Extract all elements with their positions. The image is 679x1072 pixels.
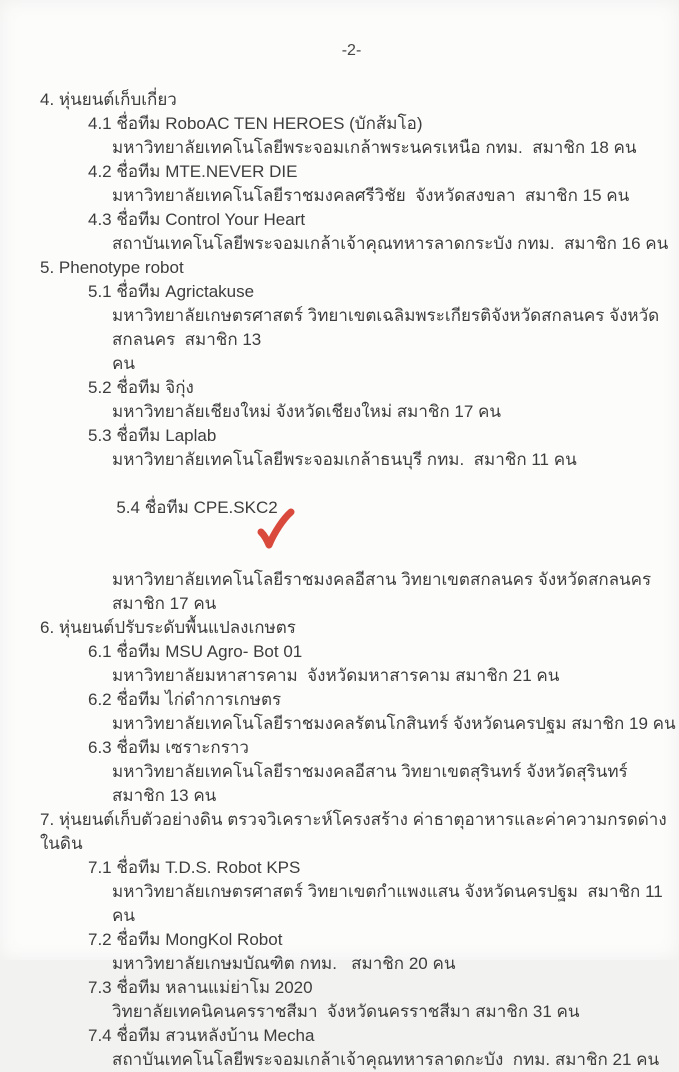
- team-detail: มหาวิทยาลัยเชียงใหม่ จังหวัดเชียงใหม่ สมาชิก 17 คน: [112, 402, 502, 421]
- section-heading: 7. หุ่นยนต์เก็บตัวอย่างดิน ตรวจวิเคราะห์โครงสร้าง ค่าธาตุอาหารและค่าความกรดด่างในดิน: [40, 810, 667, 853]
- team-detail: มหาวิทยาลัยเทคโนโลยีพระจอมเกล้าธนบุรี กทม. สมาชิก 11 คน: [112, 450, 577, 469]
- team-title: 6.3 ชื่อทีม เซราะกราว: [88, 738, 249, 757]
- team-title: 6.2 ชื่อทีม ไก่ดำการเกษตร: [88, 690, 282, 709]
- team-title: 7.2 ชื่อทีม MongKol Robot: [88, 930, 283, 949]
- team-title: 7.3 ชื่อทีม หลานแม่ย่าโม 2020: [88, 978, 313, 997]
- section-heading: 6. หุ่นยนต์ปรับระดับพื้นแปลงเกษตร: [40, 618, 296, 637]
- team-detail: สถาบันเทคโนโลยีพระจอมเกล้าเจ้าคุณทหารลาดกะบัง กทม. สมาชิก 21 คน: [112, 1050, 660, 1069]
- section-heading: 5. Phenotype robot: [40, 258, 184, 277]
- team-title: 7.1 ชื่อทีม T.D.S. Robot KPS: [88, 858, 301, 877]
- team-detail: มหาวิทยาลัยเกษตรศาสตร์ วิทยาเขตกำแพงแสน จังหวัดนครปฐม สมาชิก 11 คน: [112, 882, 668, 925]
- team-title-checked: [0, 472, 679, 568]
- document-content: [0, 88, 679, 1072]
- team-detail: มหาวิทยาลัยเทคโนโลยีพระจอมเกล้าพระนครเหนือ กทม. สมาชิก 18 คน: [112, 138, 637, 157]
- team-detail: มหาวิทยาลัยเกษตรศาสตร์ วิทยาเขตเฉลิมพระเกียรติจังหวัดสกลนคร จังหวัดสกลนคร สมาชิก 13: [112, 306, 660, 349]
- team-detail: วิทยาลัยเทคนิคนครราชสีมา จังหวัดนครราชสีมา สมาชิก 31 คน: [112, 1002, 580, 1021]
- team-title: 6.1 ชื่อทีม MSU Agro- Bot 01: [88, 642, 303, 661]
- team-title: 5.1 ชื่อทีม Agrictakuse: [88, 282, 255, 301]
- team-title: 4.3 ชื่อทีม Control Your Heart: [88, 210, 306, 229]
- team-detail: มหาวิทยาลัยเกษมบัณฑิต กทม. สมาชิก 20 คน: [112, 954, 456, 973]
- team-title: 7.4 ชื่อทีม สวนหลังบ้าน Mecha: [88, 1026, 315, 1045]
- team-detail: มหาวิทยาลัยเทคโนโลยีราชมงคลอีสาน วิทยาเขตสกลนคร จังหวัดสกลนคร สมาชิก 17 คน: [112, 570, 661, 613]
- team-title: 4.1 ชื่อทีม RoboAC TEN HEROES (บักส้มโอ): [88, 114, 423, 133]
- page-number: -2-: [341, 42, 362, 59]
- team-title: 5.2 ชื่อทีม จิกุ่ง: [88, 378, 194, 397]
- team-title: 5.4 ชื่อทีม CPE.SKC2: [116, 498, 278, 517]
- team-detail: มหาวิทยาลัยเทคโนโลยีราชมงคลศรีวิชัย จังหวัดสงขลา สมาชิก 15 คน: [112, 186, 630, 205]
- team-detail: มหาวิทยาลัยมหาสารคาม จังหวัดมหาสารคาม สมาชิก 21 คน: [112, 666, 560, 685]
- team-detail: คน: [112, 354, 135, 373]
- team-title: 5.3 ชื่อทีม Laplab: [88, 426, 217, 445]
- team-detail: มหาวิทยาลัยเทคโนโลยีราชมงคลอีสาน วิทยาเขตสุรินทร์ จังหวัดสุรินทร์ สมาชิก 13 คน: [112, 762, 638, 805]
- team-detail: มหาวิทยาลัยเทคโนโลยีราชมงคลรัตนโกสินทร์ จังหวัดนครปฐม สมาชิก 19 คน: [112, 714, 676, 733]
- section-heading: 4. หุ่นยนต์เก็บเกี่ยว: [40, 90, 177, 109]
- team-title: 4.2 ชื่อทีม MTE.NEVER DIE: [88, 162, 298, 181]
- team-detail: สถาบันเทคโนโลยีพระจอมเกล้าเจ้าคุณทหารลาดกระบัง กทม. สมาชิก 16 คน: [112, 234, 669, 253]
